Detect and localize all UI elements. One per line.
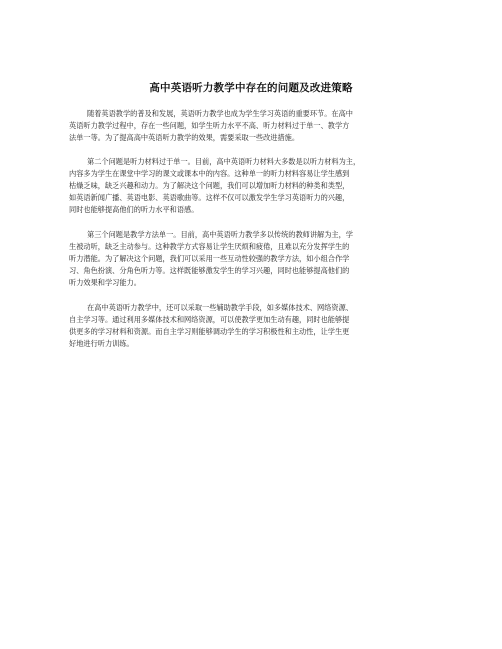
paragraph-line: 同时也能够提高他们的听力水平和语感。 [69, 205, 199, 214]
paragraph-line: 内容多为学生在课堂中学习的课文或课本中的内容。这种单一的听力材料容易让学生感到 [69, 169, 350, 178]
paragraph-auxiliary-methods [69, 302, 441, 350]
paragraph-intro [69, 108, 441, 144]
paragraph-line: 听力效果和学习能力。 [69, 278, 141, 287]
paragraph-line: 自主学习等。通过利用多媒体技术和网络资源，可以使教学更加生动有趣，同时也能够提 [69, 315, 350, 324]
paragraph-line: 听力潜能。为了解决这个问题，我们可以采用一些互动性较强的教学方法，如小组合作学 [69, 254, 350, 263]
document-title: 高中英语听力教学中存在的问题及改进策略 [149, 82, 353, 94]
paragraph-line: 英语听力教学过程中，存在一些问题，如学生听力水平不高、听力材料过于单一、教学方 [69, 121, 350, 130]
paragraph-line: 好地进行听力训练。 [69, 339, 134, 348]
paragraph-line: 供更多的学习材料和资源。而自主学习则能够调动学生的学习积极性和主动性，让学生更 [69, 327, 350, 336]
paragraph-line: 枯燥乏味，缺乏兴趣和动力。为了解决这个问题，我们可以增加听力材料的种类和类型， [69, 181, 350, 190]
paragraph-third-problem [69, 229, 441, 289]
paragraph-line: 第二个问题是听力材料过于单一。目前，高中英语听力材料大多数是以听力材料为主， [87, 157, 361, 166]
paragraph-line: 法单一等。为了提高高中英语听力教学的效果，需要采取一些改进措施。 [69, 133, 300, 142]
paragraph-line: 生被动听，缺乏主动参与。这种教学方式容易让学生厌烦和疲倦，且难以充分发挥学生的 [69, 242, 350, 251]
paragraph-line: 习、角色扮演、分角色听力等。这样既能够激发学生的学习兴趣，同时也能够提高他们的 [69, 266, 350, 275]
paragraph-second-problem [69, 156, 441, 216]
paragraph-line: 随着英语教学的普及和发展，英语听力教学也成为学生学习英语的重要环节。在高中 [87, 109, 353, 118]
paragraph-line: 第三个问题是教学方法单一。目前，高中英语听力教学多以传统的教师讲解为主，学 [87, 230, 353, 239]
paragraph-line: 如英语新闻广播、英语电影、英语歌曲等。这样不仅可以激发学生学习英语听力的兴趣， [69, 193, 350, 202]
paragraph-line: 在高中英语听力教学中，还可以采取一些辅助教学手段，如多媒体技术、网络资源、 [87, 303, 353, 312]
